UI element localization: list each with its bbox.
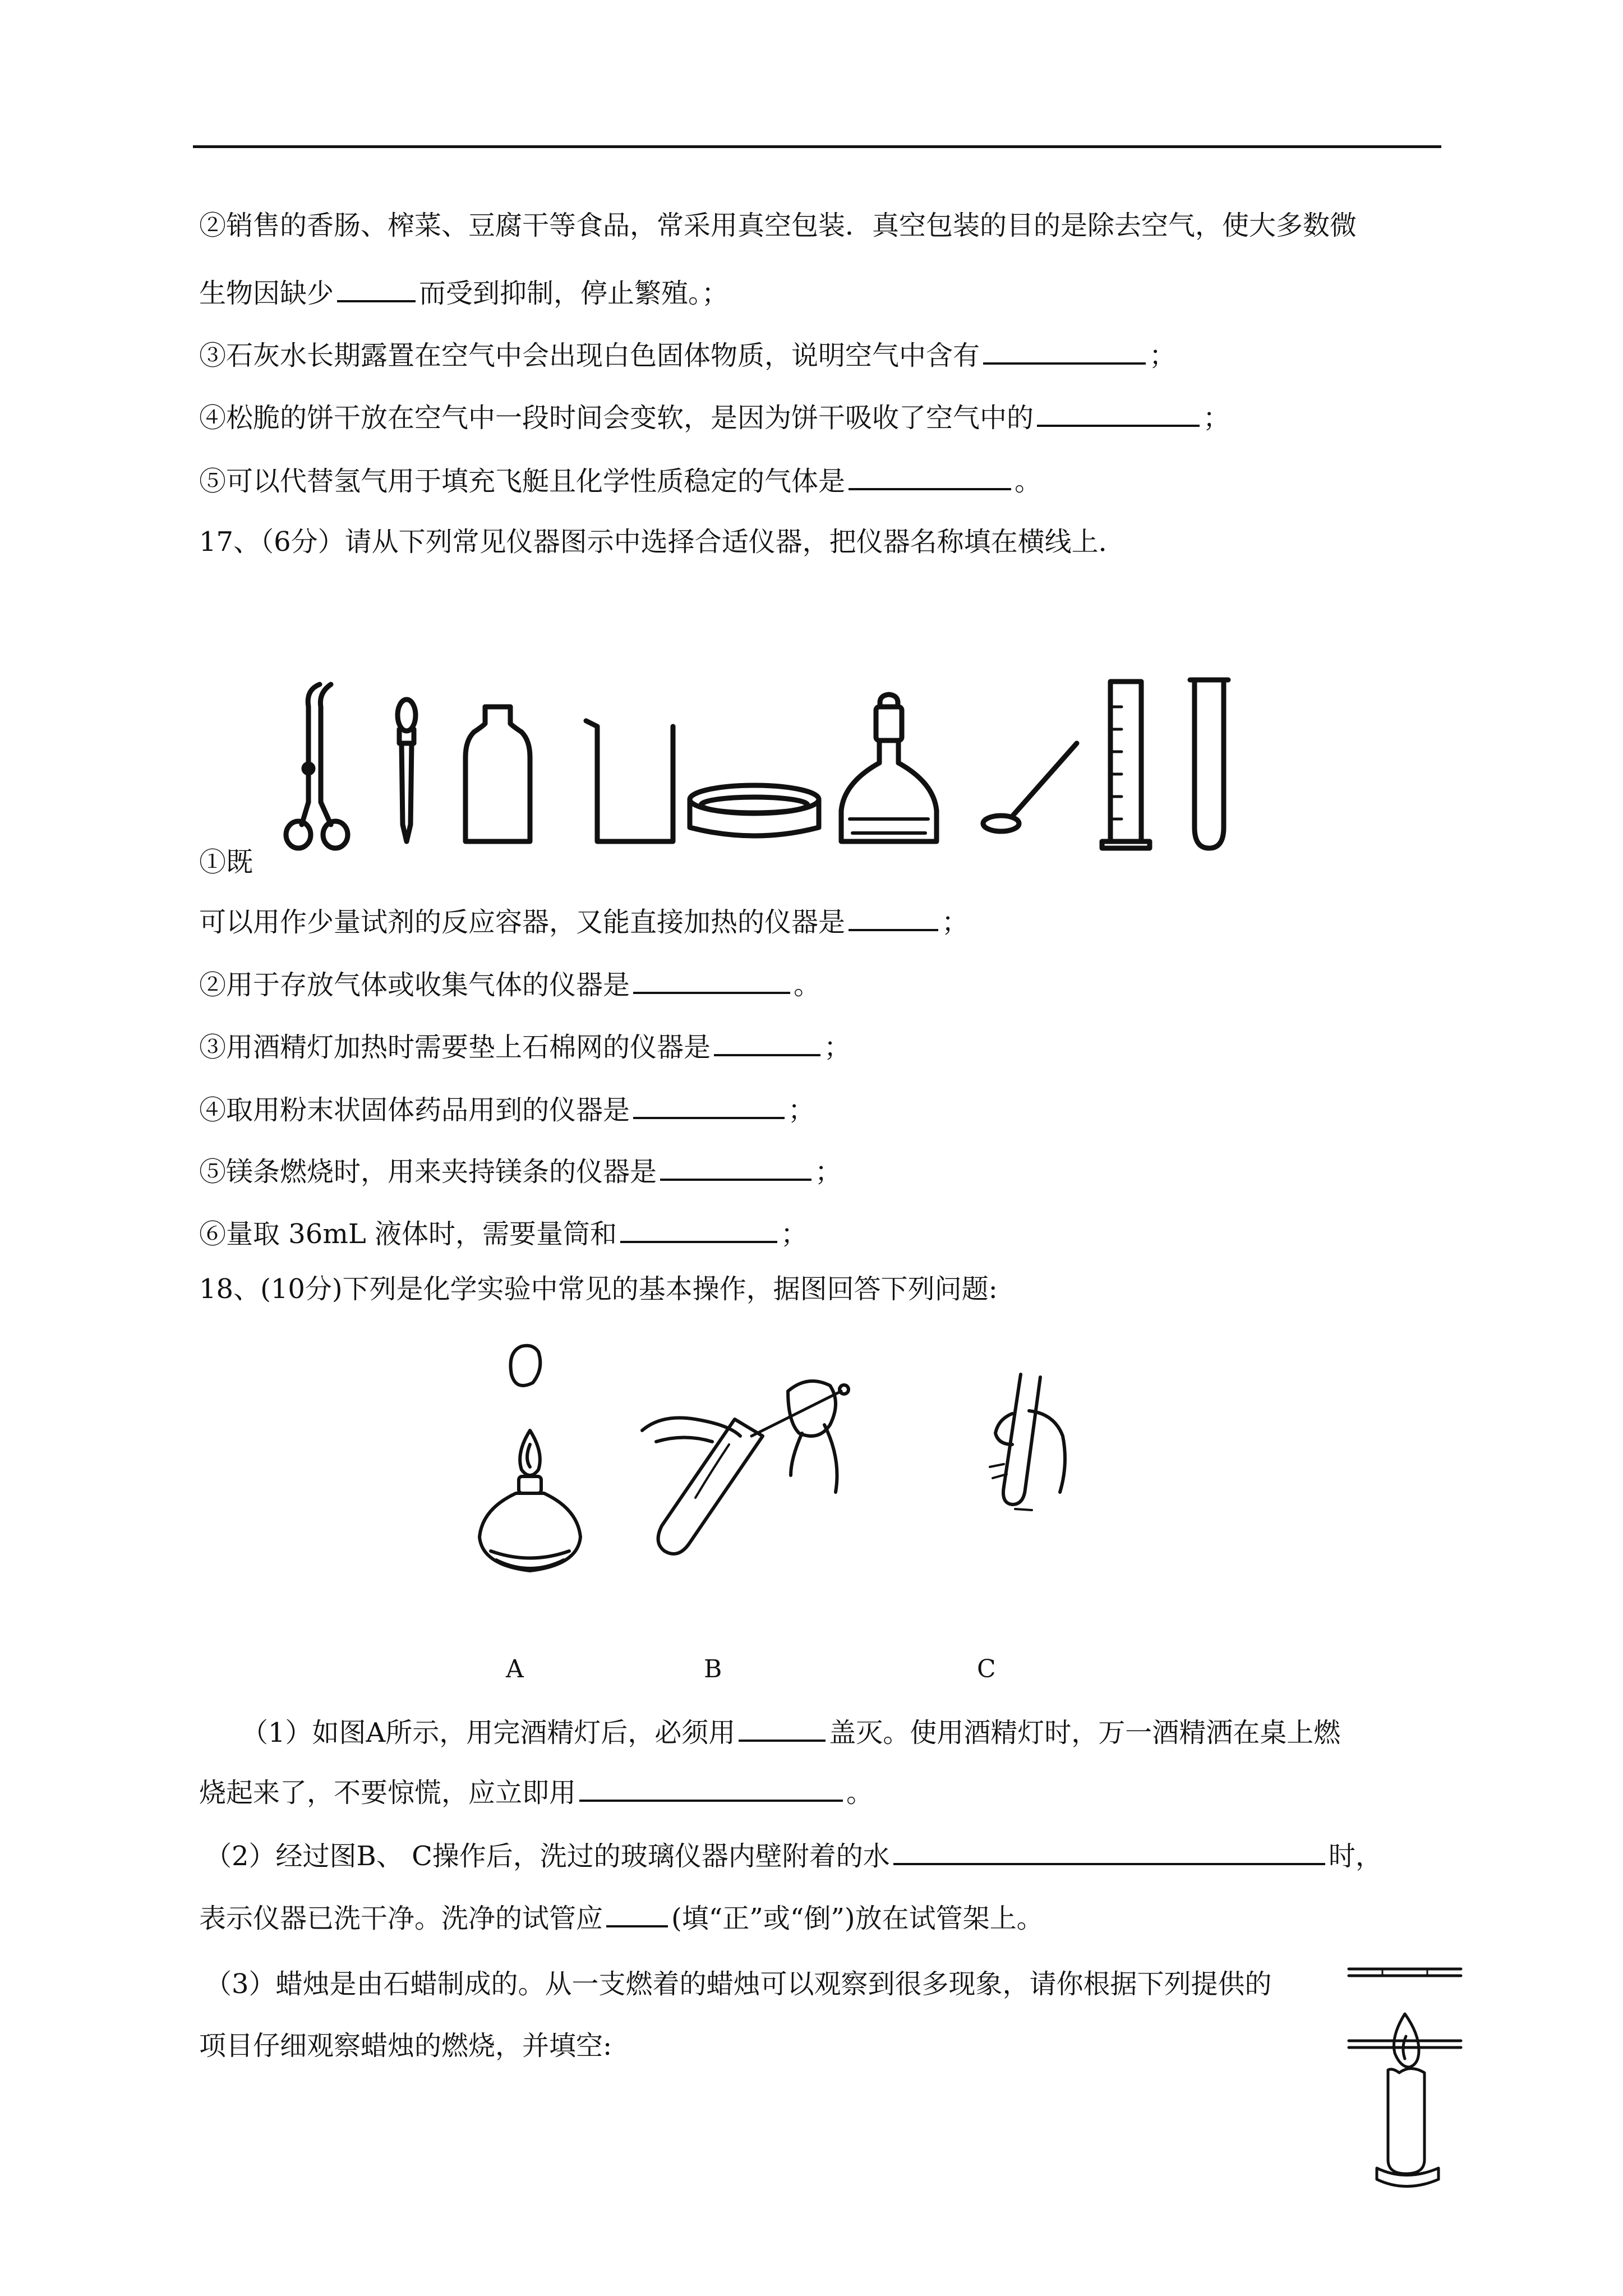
answer-blank[interactable] xyxy=(739,1715,826,1742)
q18-p3-line2: 项目仔细观察蜡烛的燃烧，并填空: xyxy=(199,2030,612,2062)
dropper-icon xyxy=(398,700,416,841)
header-rule xyxy=(193,145,1441,148)
q18-p1-line2: 烧起来了，不要惊慌，应立即用 。 xyxy=(199,1775,873,1810)
answer-blank[interactable] xyxy=(633,1092,785,1119)
gas-bottle-icon xyxy=(465,707,530,841)
test-tube-shake-icon xyxy=(990,1374,1065,1510)
answer-blank[interactable] xyxy=(606,1901,668,1927)
answer-blank[interactable] xyxy=(893,1838,1325,1865)
answer-blank[interactable] xyxy=(849,463,1011,490)
glass-rod-icon xyxy=(1349,1969,1461,1976)
alcohol-lamp-icon xyxy=(841,694,937,841)
answer-blank[interactable] xyxy=(579,1775,843,1802)
figure-label-a: A xyxy=(506,1655,524,1683)
q16-item4: ④松脆的饼干放在空气中一段时间会变软，是因为饼干吸收了空气中的 ； xyxy=(199,400,1230,435)
q18-title: 18、(10分)下列是化学实验中常见的基本操作，据图回答下列问题: xyxy=(199,1273,998,1305)
q18-p3-line1: （3）蜡烛是由石蜡制成的。从一支燃着的蜡烛可以观察到很多现象，请你根据下列提供的 xyxy=(205,1968,1272,2000)
figure-label-c: C xyxy=(977,1655,996,1683)
answer-blank[interactable] xyxy=(849,904,938,931)
answer-blank[interactable] xyxy=(620,1216,777,1243)
q17-item2: ②用于存放气体或收集气体的仪器是 。 xyxy=(199,967,820,1002)
q17-title: 17、（6分）请从下列常见仪器图示中选择合适仪器，把仪器名称填在横线上． xyxy=(199,526,1126,558)
lamp-cap-icon xyxy=(510,1346,540,1386)
q17-item1-b: 可以用作少量试剂的反应容器，又能直接加热的仪器是 ； xyxy=(199,904,969,939)
alcohol-lamp-flame-icon xyxy=(479,1430,580,1571)
q16-item2-line2: 生物因缺少 而受到抑制，停止繁殖。； xyxy=(199,275,728,310)
graduated-cylinder-icon xyxy=(1102,682,1150,848)
test-tube-icon xyxy=(1190,680,1228,848)
answer-blank[interactable] xyxy=(337,275,416,302)
crucible-tongs-icon xyxy=(286,684,348,848)
q16-item2-line1: ②销售的香肠、榨菜、豆腐干等食品，常采用真空包装．真空包装的目的是除去空气，使大多数微 xyxy=(199,210,1357,241)
q16-item3: ③石灰水长期露置在空气中会出现白色固体物质，说明空气中含有 ； xyxy=(199,338,1176,372)
candle-icon xyxy=(1349,2014,1461,2187)
instrument-figure xyxy=(275,673,1447,858)
figure-label-b: B xyxy=(704,1655,722,1683)
answer-blank[interactable] xyxy=(660,1154,811,1181)
evaporating-dish-icon xyxy=(690,785,819,836)
answer-blank[interactable] xyxy=(633,967,790,994)
answer-blank[interactable] xyxy=(1037,400,1200,427)
q17-item4: ④取用粉末状固体药品用到的仪器是 ； xyxy=(199,1092,815,1127)
beaker-icon xyxy=(586,721,673,841)
operation-figure xyxy=(449,1329,1110,1599)
candle-figure xyxy=(1343,1958,1467,2193)
answer-blank[interactable] xyxy=(714,1029,820,1056)
q18-p2-line2: 表示仪器已洗干净。洗净的试管应 (填“正”或“倒”)放在试管架上。 xyxy=(199,1901,1044,1935)
test-tube-brush-icon xyxy=(642,1381,849,1554)
q17-item1-a: ①既 xyxy=(199,846,253,878)
q18-p1-line1: （1）如图A所示，用完酒精灯后，必须用 盖灭。使用酒精灯时，万一酒精洒在桌上燃 xyxy=(241,1715,1340,1750)
medicine-spoon-icon xyxy=(983,743,1077,831)
q16-item5: ⑤可以代替氢气用于填充飞艇且化学性质稳定的气体是 。 xyxy=(199,463,1041,498)
answer-blank[interactable] xyxy=(983,338,1146,365)
q17-item5: ⑤镁条燃烧时，用来夹持镁条的仪器是 ； xyxy=(199,1154,842,1189)
q17-item3: ③用酒精灯加热时需要垫上石棉网的仪器是 ； xyxy=(199,1029,851,1064)
q18-p2-line1: （2）经过图B、 C操作后，洗过的玻璃仪器内壁附着的水 时， xyxy=(205,1838,1382,1873)
q17-item6: ⑥量取 36mL 液体时，需要量筒和 ； xyxy=(199,1216,808,1251)
